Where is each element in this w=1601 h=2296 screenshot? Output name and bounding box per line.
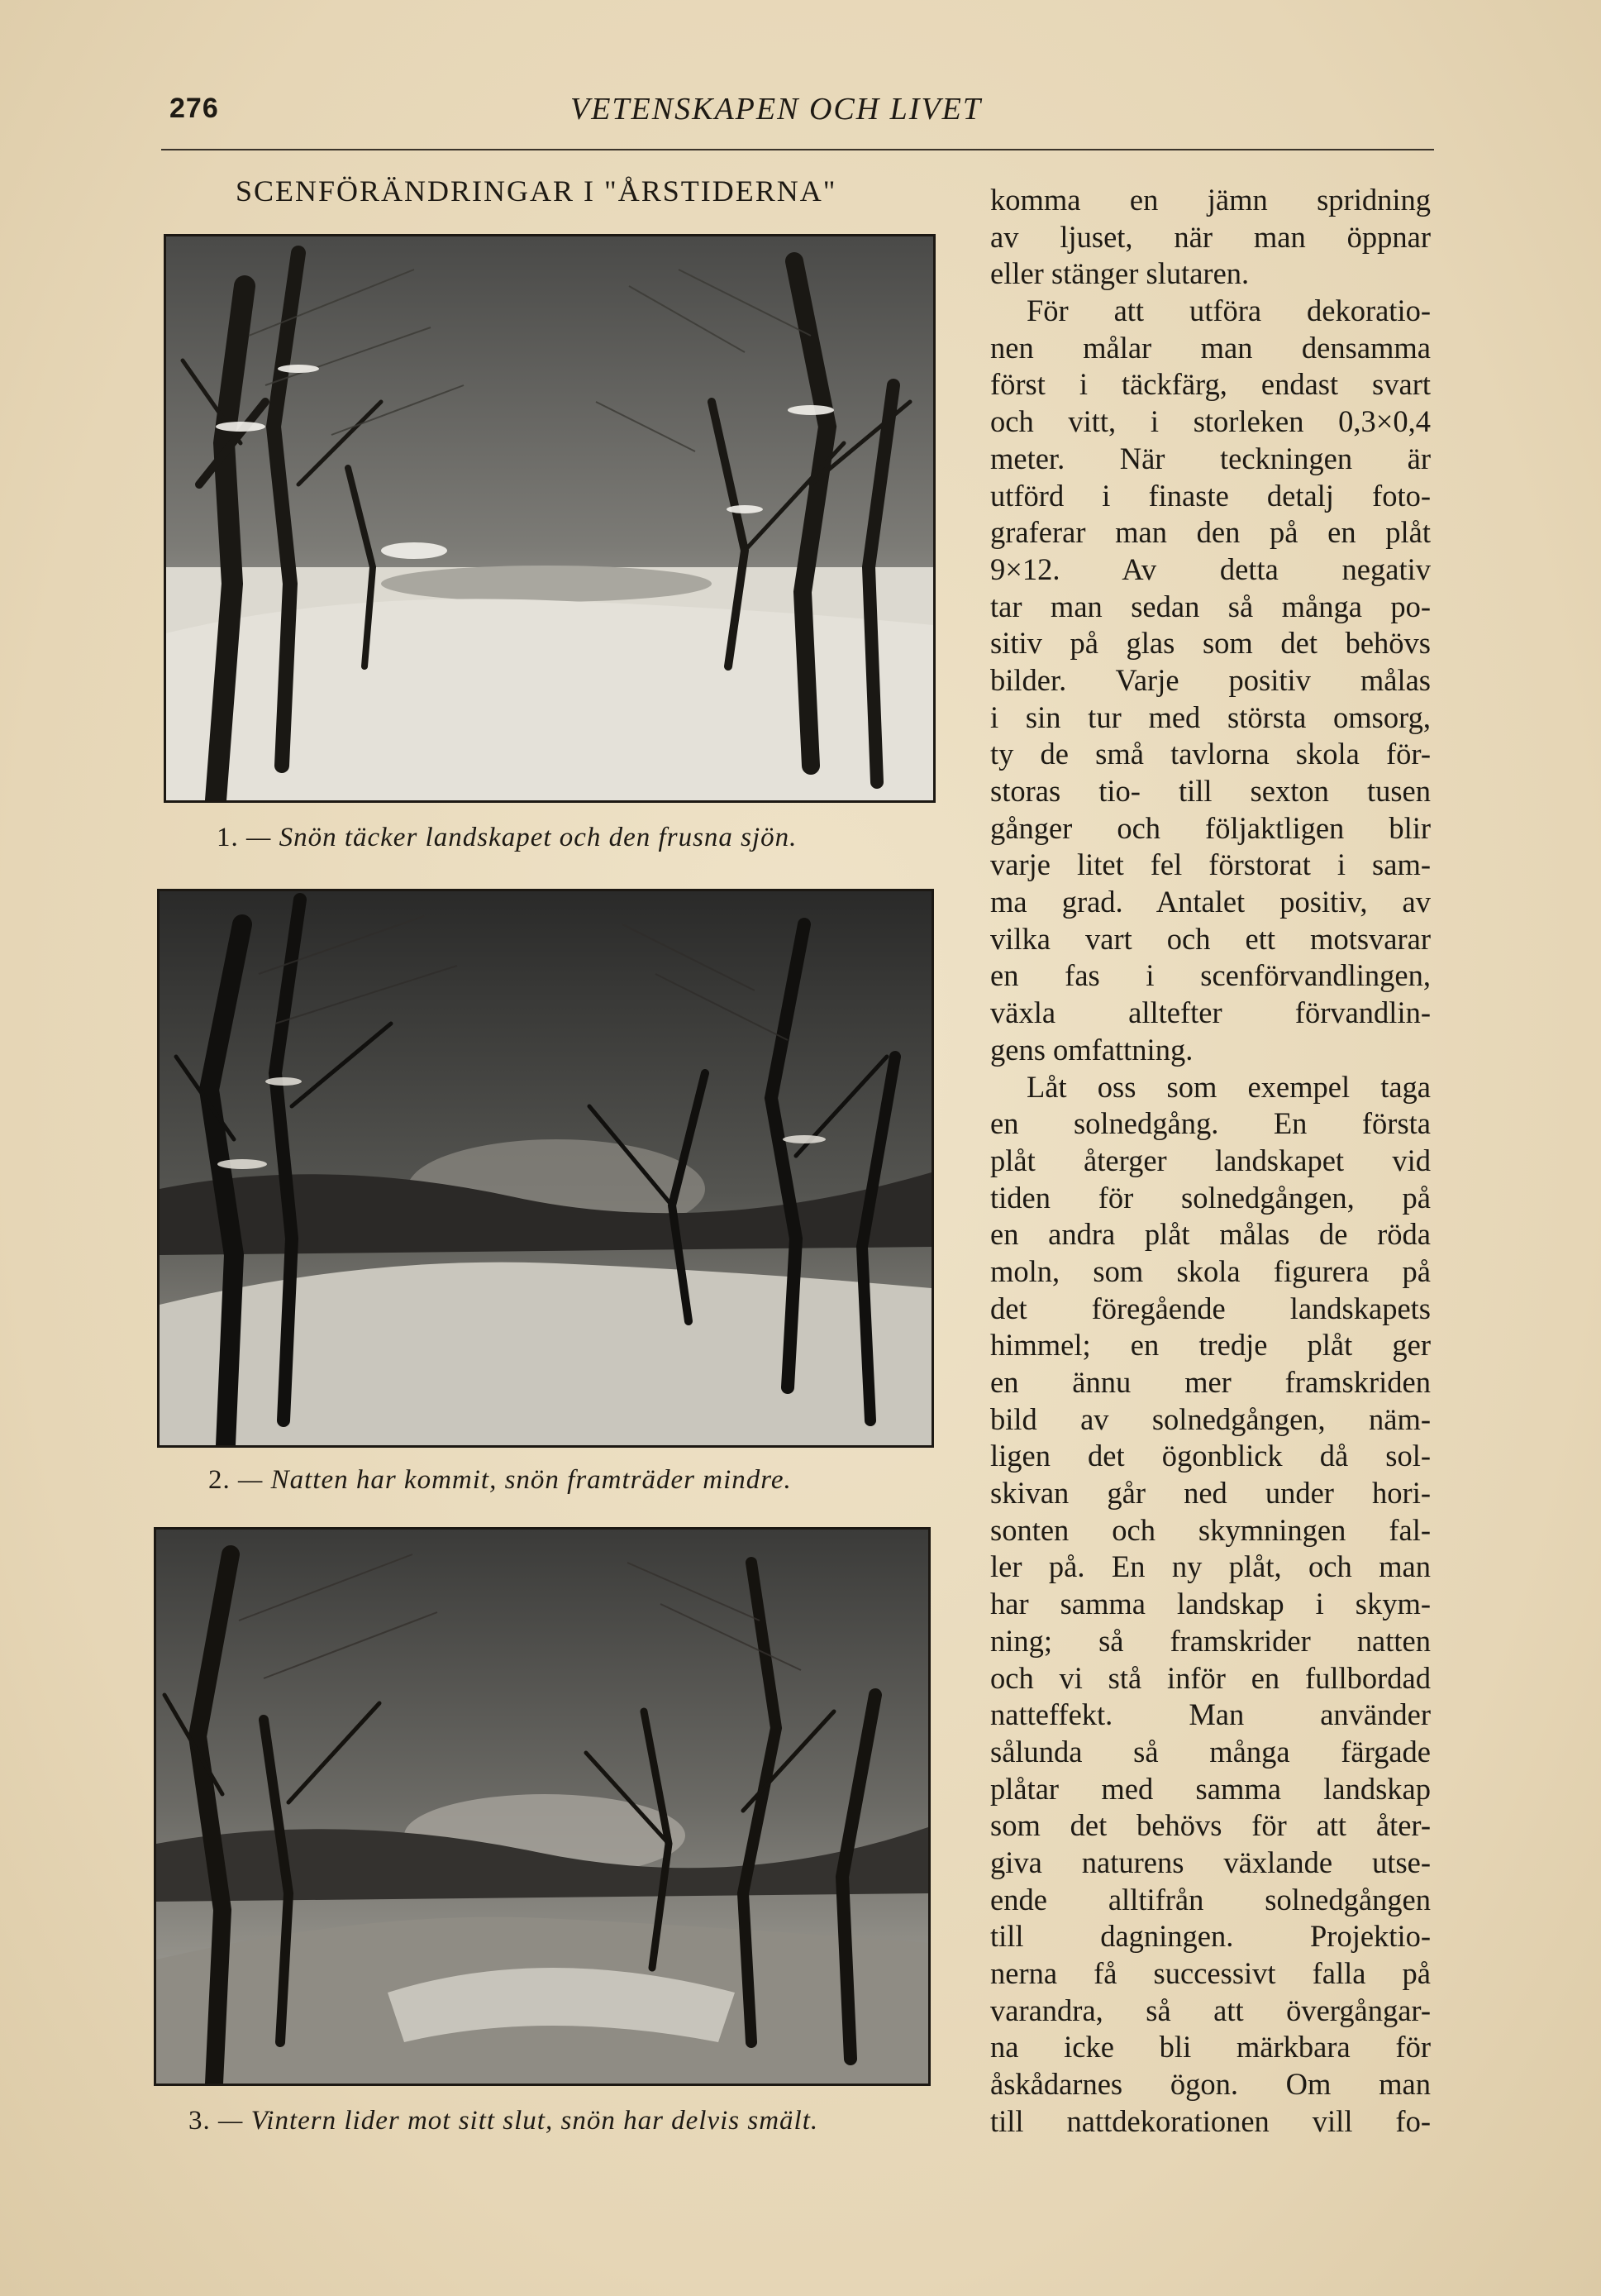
text-line: gens omfattning. — [990, 1032, 1194, 1067]
text-line: bilder. Varje positiv målas — [990, 662, 1431, 697]
text-line: har samma landskap i skym- — [990, 1587, 1431, 1621]
text-line: nerna få successivt falla på — [990, 1956, 1431, 1990]
text-line: plåt återger landskapet vid — [990, 1143, 1431, 1177]
figure-3-image — [154, 1527, 931, 2086]
text-line: i sin tur med största omsorg, — [990, 699, 1431, 734]
text-line: Låt oss som exempel taga — [1027, 1069, 1431, 1104]
text-line: varandra, så att övergångar- — [990, 1993, 1431, 2027]
text-line: växla alltefter förvandlin- — [990, 995, 1431, 1030]
text-line: sålunda så många färgade — [990, 1734, 1431, 1769]
text-line: en ännu mer framskriden — [990, 1365, 1431, 1399]
text-line: en fas i scenförvandlingen, — [990, 958, 1431, 993]
text-line: bild av solnedgången, näm- — [990, 1401, 1431, 1436]
running-title: VETENSKAPEN OCH LIVET — [570, 92, 983, 126]
text-line: det föregående landskapets — [990, 1291, 1431, 1325]
text-line: vilka vart och ett motsvarar — [990, 921, 1431, 956]
text-line: giva naturens växlande utse- — [990, 1845, 1431, 1879]
text-line: nen målar man densamma — [990, 330, 1431, 365]
text-line: åskådarnes ögon. Om man — [990, 2067, 1431, 2102]
text-line: ty de små tavlorna skola för- — [990, 737, 1431, 771]
text-line: en solnedgång. En första — [990, 1106, 1431, 1141]
text-line: en andra plåt målas de röda — [990, 1217, 1431, 1252]
text-line: som det behövs för att åter- — [990, 1808, 1431, 1843]
text-line: sitiv på glas som det behövs — [990, 626, 1431, 661]
text-line: na icke bli märkbara för — [990, 2030, 1431, 2064]
caption-text: — Natten har kommit, snön framträder mindre. — [238, 1465, 792, 1495]
text-line: tar man sedan så många po- — [990, 589, 1431, 623]
text-line: skivan går ned under hori- — [990, 1476, 1431, 1511]
text-line: gånger och följaktligen blir — [990, 810, 1431, 845]
text-line: eller stänger slutaren. — [990, 256, 1250, 291]
text-line: till dagningen. Projektio- — [990, 1919, 1431, 1954]
header-rule — [161, 149, 1434, 150]
caption-text: — Vintern lider mot sitt slut, snön har delvis smält. — [218, 2106, 819, 2136]
figure-1-caption — [217, 823, 797, 853]
text-line: till nattdekorationen vill fo- — [990, 2103, 1431, 2138]
figure-number: 1. — [217, 823, 239, 852]
figure-3-caption — [188, 2106, 818, 2136]
text-line: tiden för solnedgången, på — [990, 1180, 1431, 1215]
figure-2-caption — [208, 1465, 792, 1496]
text-line: komma en jämn spridning — [990, 183, 1431, 217]
text-line: ligen det ögonblick då sol- — [990, 1439, 1431, 1473]
text-line: 9×12. Av detta negativ — [990, 551, 1431, 586]
text-line: först i täckfärg, endast svart — [990, 367, 1431, 402]
text-line: varje litet fel förstorat i sam- — [990, 847, 1431, 882]
text-line: sonten och skymningen fal- — [990, 1512, 1431, 1547]
text-line: storas tio- till sexton tusen — [990, 774, 1431, 808]
figure-number: 3. — [188, 2106, 211, 2136]
text-line: och vitt, i storleken 0,3×0,4 — [990, 404, 1431, 439]
page-number: 276 — [169, 93, 219, 124]
figure-1-image — [164, 234, 936, 803]
text-line: plåtar med samma landskap — [990, 1771, 1431, 1806]
body-text-column — [990, 182, 1431, 2140]
figure-number: 2. — [208, 1465, 231, 1495]
text-line: ende alltifrån solnedgången — [990, 1882, 1431, 1917]
text-line: meter. När teckningen är — [990, 441, 1431, 475]
text-line: av ljuset, när man öppnar — [990, 219, 1431, 254]
text-line: ma grad. Antalet positiv, av — [990, 885, 1431, 919]
text-line: För att utföra dekoratio- — [1027, 294, 1431, 328]
text-line: graferar man den på en plåt — [990, 515, 1431, 550]
figure-heading: SCENFÖRÄNDRINGAR I "ÅRSTIDERNA" — [236, 174, 837, 208]
text-line: och vi stå inför en fullbordad — [990, 1660, 1431, 1695]
text-line: utförd i finaste detalj foto- — [990, 478, 1431, 513]
figure-2-image — [157, 889, 934, 1448]
caption-text: — Snön täcker landskapet och den frusna sjön. — [246, 823, 798, 852]
text-line: ning; så framskrider natten — [990, 1623, 1431, 1658]
text-line: himmel; en tredje plåt ger — [990, 1328, 1431, 1363]
text-line: moln, som skola figurera på — [990, 1253, 1431, 1288]
text-line: natteffekt. Man använder — [990, 1697, 1431, 1732]
text-line: ler på. En ny plåt, och man — [990, 1549, 1431, 1584]
